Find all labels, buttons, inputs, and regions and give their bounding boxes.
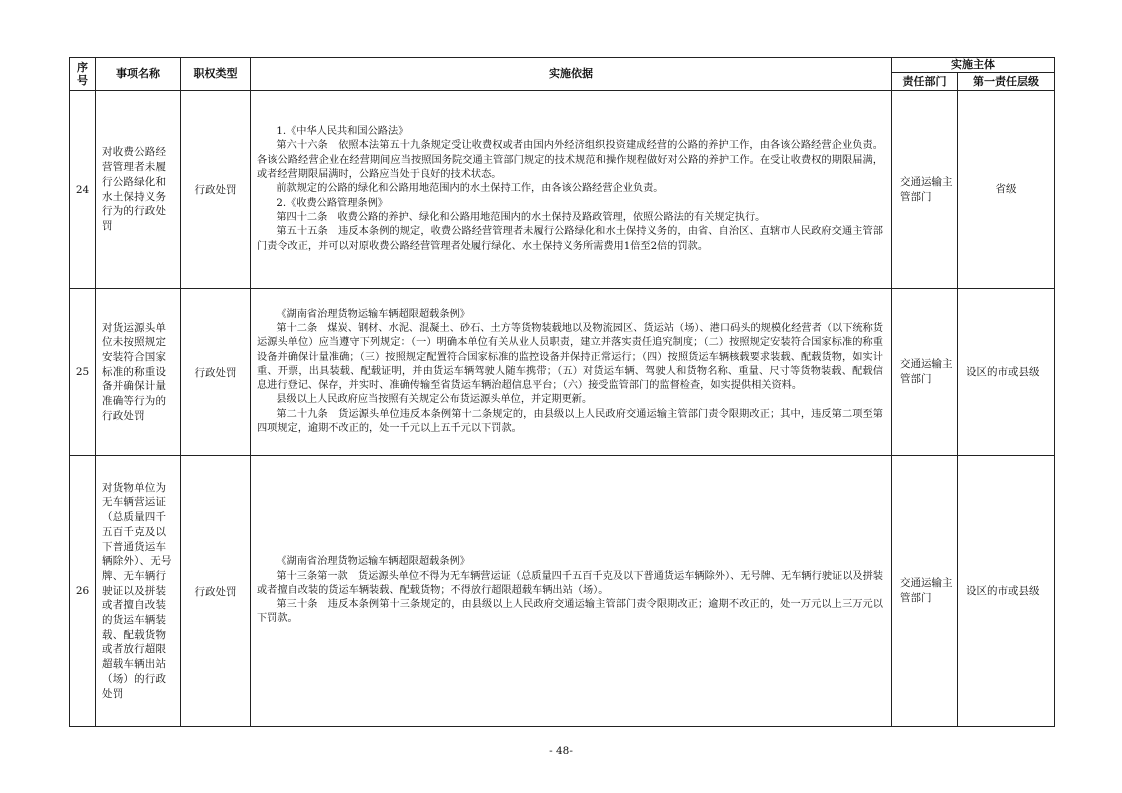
header-implementing-subject: 实施主体 xyxy=(892,58,1055,73)
header-first-responsibility-level: 第一责任层级 xyxy=(958,73,1055,91)
basis-paragraph: 1.《中华人民共和国公路法》 xyxy=(276,126,409,138)
header-responsible-department: 责任部门 xyxy=(892,73,958,91)
header-row-top xyxy=(70,58,1055,73)
basis-paragraph: 《湖南省治理货物运输车辆超限超载条例》 xyxy=(276,308,470,320)
basis-paragraph: 县级以上人民政府应当按照有关规定公布货运源头单位，并定期更新。 xyxy=(276,394,593,406)
header-serial-number: 序 号 xyxy=(70,58,96,91)
table-row xyxy=(70,456,1055,727)
row-responsible-department: 交通运输主管部门 xyxy=(892,289,958,456)
row-item-name: 对货物单位为无车辆营运证（总质量四千五百千克及以下普通货运车辆除外）、无号牌、无车辆行驶证以及拼装或者擅自改装的货运车辆装载、配载货物或者放行超限超载车辆出站（场）的行政处罚 xyxy=(96,456,181,727)
row-authority-type: 行政处罚 xyxy=(181,289,251,456)
enforcement-items-table xyxy=(69,57,1055,727)
row-first-responsibility-level: 设区的市或县级 xyxy=(958,289,1055,456)
row-serial-number: 25 xyxy=(70,289,96,456)
row-implementation-basis xyxy=(251,289,892,456)
table-row xyxy=(70,91,1055,289)
basis-paragraph: 第十三条第一款 货运源头单位不得为无车辆营运证（总质量四千五百千克及以下普通货运车辆除外）、无号牌、无车辆行驶证以及拼装或者擅自改装的货运车辆装载、配载货物；不得放行超限超载车辆出站（场）。 xyxy=(257,570,883,596)
row-responsible-department: 交通运输主管部门 xyxy=(892,91,958,289)
basis-paragraph: 第二十九条 货运源头单位违反本条例第十二条规定的，由县级以上人民政府交通运输主管部门责令限期改正；其中，违反第二项至第四项规定，逾期不改正的，处一千元以上五千元以下罚款。 xyxy=(257,408,883,435)
basis-paragraph: 前款规定的公路的绿化和公路用地范围内的水土保持工作，由各该公路经营企业负责。 xyxy=(276,183,664,195)
row-serial-number: 26 xyxy=(70,456,96,727)
row-implementation-basis xyxy=(251,456,892,727)
table-header xyxy=(70,58,1055,91)
row-responsible-department: 交通运输主管部门 xyxy=(892,456,958,727)
basis-paragraph: 第五十五条 违反本条例的规定，收费公路经营管理者未履行公路绿化和水土保持义务的，由省、自治区、直辖市人民政府交通主管部门责令改正，并可以对原收费公路经营管理者处履行绿化、水土保持义务所需费用1倍至2倍的罚款。 xyxy=(257,226,883,252)
header-item-name: 事项名称 xyxy=(96,58,181,91)
page-number: - 48- xyxy=(549,745,573,757)
basis-paragraph: 第四十二条 收费公路的养护、绿化和公路用地范围内的水土保持及路政管理，依照公路法的有关规定执行。 xyxy=(276,211,766,223)
row-item-name: 对收费公路经营管理者未履行公路绿化和水土保持义务行为的行政处罚 xyxy=(96,91,181,289)
table-row xyxy=(70,289,1055,456)
row-item-name: 对货运源头单位未按照规定安装符合国家标准的称重设备并确保计量准确等行为的行政处罚 xyxy=(96,289,181,456)
basis-paragraph: 第三十条 违反本条例第十三条规定的，由县级以上人民政府交通运输主管部门责令限期改正；逾期不改正的，处一万元以上三万元以下罚款。 xyxy=(257,599,883,625)
row-first-responsibility-level: 省级 xyxy=(958,91,1055,289)
row-first-responsibility-level: 设区的市或县级 xyxy=(958,456,1055,727)
basis-paragraph: 《湖南省治理货物运输车辆超限超载条例》 xyxy=(276,556,470,568)
basis-paragraph: 第十二条 煤炭、钢材、水泥、混凝土、砂石、土方等货物装载地以及物流园区、货运站（场）、港口码头的规模化经营者（以下统称货运源头单位）应当遵守下列规定：（一）明确本单位有关从业人员职责，建立并落实责任追究制度；（二）按照规定安装符合国家标准的称重设备并确保计量准确；（三）按照规定配置符合国家标准的监控设备并保持正常运行；（四）按照货运车辆核载要求装载、配载货物，如实计重、开票，出具装载、配载证明，并由货运车辆驾驶人随车携带；（五）对货运车辆、驾驶人和货物名称、重量、尺寸等货物装载、配载信息进行登记、保存，并实时、准确传输至省货运车辆治超信息平台；（六）接受监管部门的监督检查，如实提供相关资料。 xyxy=(257,322,883,392)
table-body xyxy=(70,91,1055,727)
basis-paragraph: 2.《收费公路管理条例》 xyxy=(276,197,388,209)
row-implementation-basis xyxy=(251,91,892,289)
row-authority-type: 行政处罚 xyxy=(181,456,251,727)
header-implementation-basis: 实施依据 xyxy=(251,58,892,91)
header-authority-type: 职权类型 xyxy=(181,58,251,91)
basis-paragraph: 第六十六条 依照本法第五十九条规定受让收费权或者由国内外经济组织投资建成经营的公路的养护工作，由各该公路经营企业负责。各该公路经营企业在经营期间应当按照国务院交通主管部门规定的技术规范和操作规程做好对公路的养护工作。在受让收费权的期限届满，或者经营期限届满时，公路应当处于良好的技术状态。 xyxy=(257,140,883,181)
row-serial-number: 24 xyxy=(70,91,96,289)
row-authority-type: 行政处罚 xyxy=(181,91,251,289)
